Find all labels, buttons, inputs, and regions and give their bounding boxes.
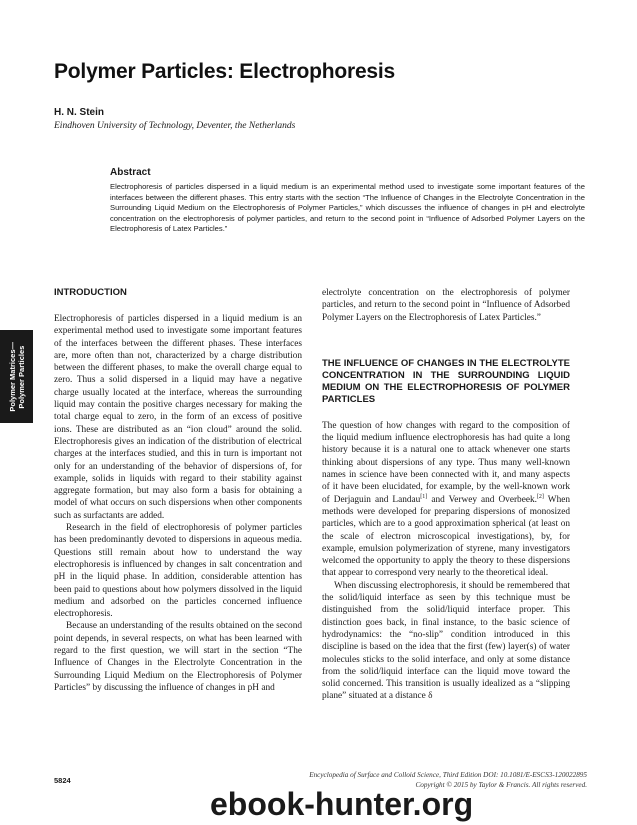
influence-paragraph-1 bbox=[322, 420, 570, 580]
influence-paragraph-2: When discussing electrophoresis, it should be remembered that the solid/liquid interface as seen by this technique must be distinguished from the solid/liquid interface proper. This distinction goes back, in final instance, to the basic science of hydrodynamics: the “no-slip” condition introduced in this discipline is based on the idea that the first (few) layer(s) of water molecules sticks to the solid interface, and only at some distance from the solid/liquid interface can the liquid move toward the solid concerned. This transition is usually idealized as a “slipping plane” situated at a distance δ bbox=[322, 580, 570, 702]
introduction-heading: INTRODUCTION bbox=[54, 287, 127, 298]
intro-paragraph-3: Because an understanding of the results obtained on the second point depends, in several respects, on what has been learned with regard to the first question, we will start in the section “The Influence of Changes in the Electrolyte Concentration in the Surrounding Liquid Medium on the Electrophoresis of Polymer Particles” by discussing the influence of changes in pH and bbox=[54, 621, 302, 693]
citation-line-2: Copyright © 2015 by Taylor & Francis. All rights reserved. bbox=[415, 781, 587, 789]
watermark-text: ebook-hunter.org bbox=[210, 786, 474, 822]
abstract-text: Electrophoresis of particles dispersed in a liquid medium is an experimental method used to investigate some important features of the interfaces between the different phases. This entry starts with the section “The Influence of Changes in the Electrolyte Concentration in the Surrounding Liquid Medium on the Electrophoresis of Polymer Particles,” which discusses the influence of changes in pH and electrolyte concentration on the electrophoresis of polymer particles, and return to the second point in “Influence of Adsorbed Polymer Layers on the Electrophoresis of Latex Particles.” bbox=[110, 182, 585, 234]
influence-p1-part-b: and Verwey and Overbeek. bbox=[427, 494, 537, 505]
influence-heading: THE INFLUENCE OF CHANGES IN THE ELECTROLYTE CONCENTRATION IN THE SURROUNDING LIQUID MEDIUM ON THE ELECTROPHORESIS OF POLYMER PARTICLES bbox=[322, 357, 570, 405]
intro-paragraph-2: Research in the field of electrophoresis of polymer particles has been predominantly devoted to dispersions in aqueous media. Questions still remain about how to understand the way electrophoresis is influenced by changes in salt concentration and pH in the liquid phase. In addition, considerable attention has been paid to questions about how polymers dissolved in the liquid medium and adsorbed on the particles concerned influence electrophoresis. bbox=[54, 523, 302, 620]
section-spacer bbox=[322, 324, 570, 358]
author-name: H. N. Stein bbox=[54, 107, 105, 118]
page-number: 5824 bbox=[54, 776, 71, 785]
left-column bbox=[54, 287, 302, 694]
citation-line-1: Encyclopedia of Surface and Colloid Science, Third Edition DOI: 10.1081/E-ESCS3-120022895 bbox=[309, 771, 587, 779]
intro-paragraph-3-continued: electrolyte concentration on the electrophoresis of polymer particles, and return to the second point in “Influence of Adsorbed Polymer Layers on the Electrophoresis of Latex Particles.” bbox=[322, 288, 570, 323]
influence-p1-part-a: The question of how changes with regard to the composition of the liquid medium influence electrophoresis has had quite a long history because it is a natural one to attack whenever one starts thinking about dispersions of any type. Thus many well-known names in science have been connected with it, and many aspects of it have been elucidated, for example, by the well-known work of Derjaguin and Landau bbox=[322, 420, 570, 505]
intro-paragraph-1: Electrophoresis of particles dispersed in a liquid medium is an experimental method used to investigate some important features of the interfaces between the different phases. These interfaces are, more often than not, characterized by a charge distribution between the different phases, to make the overall charge equal to zero. Thus a solid dispersed in a liquid may have a negative charge usually located at the interface, whereas the surrounding liquid may contain the positive charges necessary for making the total charge equal to zero, in the form of an excess of positive ions. These are distributed as an “ion cloud” around the solid. Electrophoresis gives an indication of the distribution of electrical charges at the interfaces studied, and this in turn is important not only for an understanding of the behavior of dispersions of, for example, solids in liquids with regard to their stability against aggregate formation, but may also form a basis for obtaining a model of what occurs on such dispersions when other components such as surfactants are added. bbox=[54, 314, 302, 521]
section-side-tab bbox=[0, 330, 33, 423]
side-tab-label: Polymer Matrices— Polymer Particles bbox=[7, 341, 26, 412]
article-title: Polymer Particles: Electrophoresis bbox=[54, 60, 396, 83]
reference-2[interactable]: [2] bbox=[536, 493, 544, 500]
right-column bbox=[322, 287, 570, 703]
reference-1[interactable]: [1] bbox=[420, 493, 428, 500]
author-affiliation: Eindhoven University of Technology, Deventer, the Netherlands bbox=[54, 121, 296, 131]
influence-p1-part-c: When methods were developed for preparing dispersions of monosized particles, which are to a good approximation spherical (at least on the scale of electron microscopical investigations), by, for example, emulsion polymerization of styrene, many investigators welcomed the opportunity to apply the theory to these dispersions that appear to correspond very nearly to the theoretical ideal. bbox=[322, 494, 570, 579]
abstract-heading: Abstract bbox=[110, 167, 151, 178]
